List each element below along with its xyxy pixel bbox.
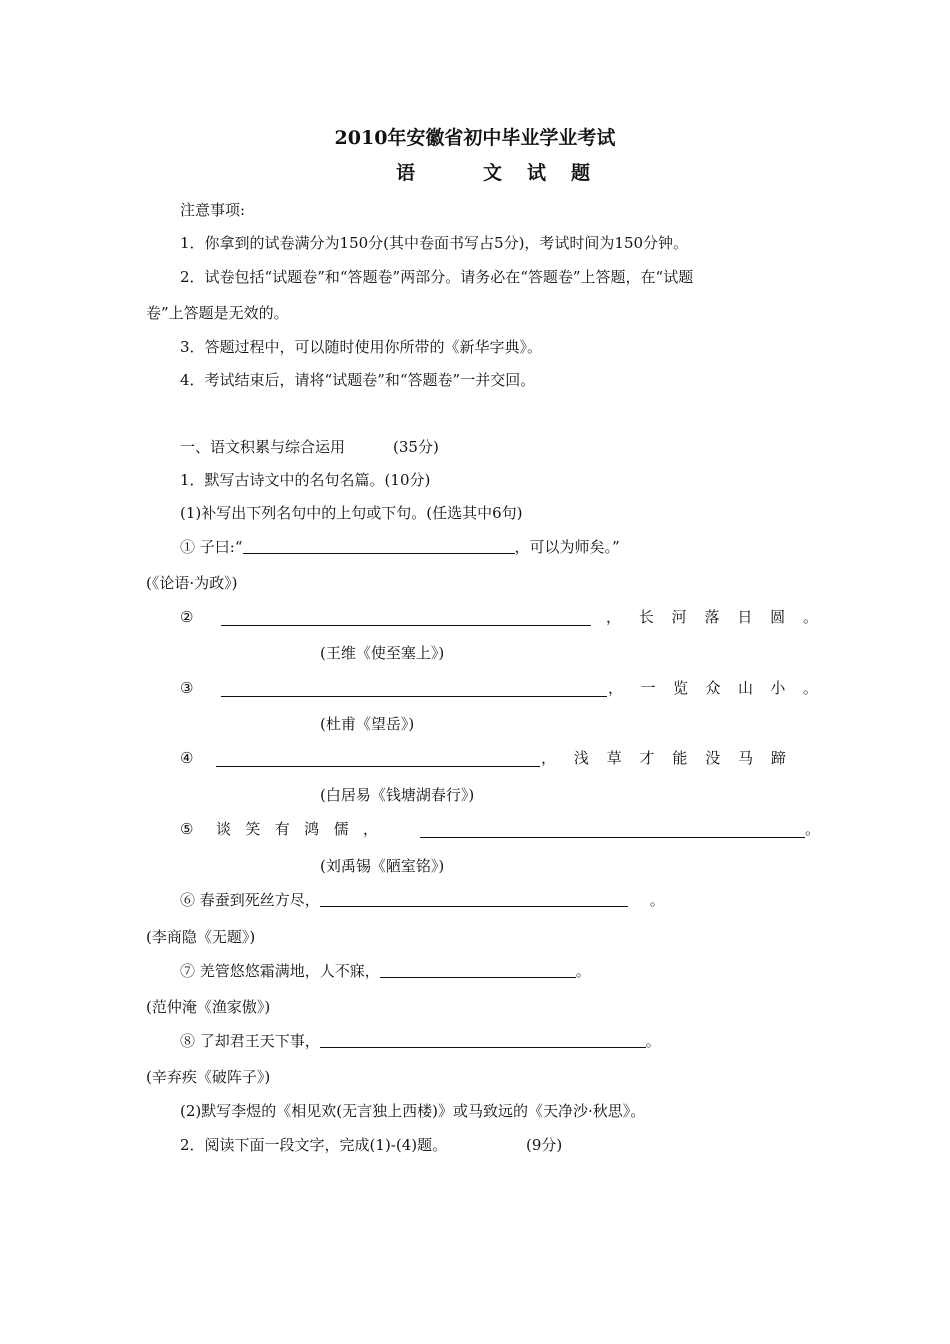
line-4-char: 浅 bbox=[573, 749, 589, 767]
section-heading: 一、语文积累与综合运用 bbox=[180, 438, 346, 456]
fill-line-6-prefix: ⑥ 春蚕到死丝方尽， bbox=[180, 891, 320, 909]
answer-blank-7[interactable] bbox=[380, 961, 576, 978]
fill-line-8 bbox=[180, 1031, 661, 1051]
source-3: (杜甫《望岳》) bbox=[320, 715, 415, 733]
line-3-char: 。 bbox=[802, 679, 818, 697]
notice-item-2-cont: 卷”上答题是无效的。 bbox=[146, 304, 289, 322]
line-3-char: 览 bbox=[672, 679, 688, 697]
line-4-char: 蹄 bbox=[770, 749, 786, 767]
line-5-char: 儒 bbox=[333, 820, 349, 838]
subject-char-2: 文 bbox=[483, 162, 503, 184]
line-5-text bbox=[216, 819, 378, 839]
line-4-char: 马 bbox=[738, 749, 754, 767]
answer-blank-6[interactable] bbox=[320, 890, 628, 907]
line-4-number: ④ bbox=[180, 749, 194, 767]
line-4-char: 没 bbox=[705, 749, 721, 767]
answer-blank-1[interactable] bbox=[243, 537, 515, 554]
subject-char-4: 题 bbox=[571, 162, 591, 184]
fill-line-7-prefix: ⑦ 羌管悠悠霜满地，人不寐， bbox=[180, 962, 380, 980]
answer-blank-8[interactable] bbox=[320, 1031, 646, 1048]
fill-line-6 bbox=[180, 890, 665, 910]
line-5-end: 。 bbox=[805, 820, 821, 838]
notice-item-3: 3．答题过程中，可以随时使用你所带的《新华字典》。 bbox=[180, 338, 543, 356]
line-3-char: 众 bbox=[705, 679, 721, 697]
question-1-part-1: (1)补写出下列名句中的上句或下句。(任选其中6句) bbox=[180, 504, 523, 522]
line-5-char: ， bbox=[362, 820, 378, 838]
line-4-char: 才 bbox=[639, 749, 655, 767]
subject-char-1: 语 bbox=[396, 162, 416, 184]
line-3-char: 小 bbox=[770, 679, 786, 697]
question-2-stem: 2．阅读下面一段文字，完成(1)-(4)题。 bbox=[180, 1136, 448, 1154]
line-2-text bbox=[606, 607, 818, 627]
notice-item-1: 1．你拿到的试卷满分为150分(其中卷面书写占5分)，考试时间为150分钟。 bbox=[180, 234, 689, 252]
source-6: (李商隐《无题》) bbox=[146, 928, 256, 946]
line-3-char: 山 bbox=[737, 679, 753, 697]
notice-heading: 注意事项: bbox=[180, 201, 246, 219]
answer-blank-3[interactable] bbox=[221, 680, 607, 697]
question-2-score: (9分) bbox=[526, 1136, 563, 1154]
fill-line-1-suffix: ，可以为师矣。” bbox=[514, 538, 620, 556]
line-3-number: ③ bbox=[180, 679, 194, 697]
line-3-char: ， bbox=[608, 679, 624, 697]
line-2-number: ② bbox=[180, 608, 194, 626]
line-4-char: 草 bbox=[606, 749, 622, 767]
line-2-char: 日 bbox=[737, 608, 753, 626]
exam-title: 2010年安徽省初中毕业学业考试 bbox=[334, 127, 616, 149]
source-8: (辛弃疾《破阵子》) bbox=[146, 1068, 271, 1086]
fill-line-7 bbox=[180, 961, 591, 981]
answer-blank-4[interactable] bbox=[216, 750, 540, 767]
notice-item-4: 4．考试结束后，请将“试题卷”和“答题卷”一并交回。 bbox=[180, 371, 536, 389]
line-3-text bbox=[608, 678, 818, 698]
line-2-char: ， bbox=[606, 608, 622, 626]
fill-line-7-end: 。 bbox=[575, 962, 591, 980]
question-1-stem: 1．默写古诗文中的名句名篇。(10分) bbox=[180, 471, 431, 489]
answer-blank-2[interactable] bbox=[221, 609, 591, 626]
subject-char-3: 试 bbox=[527, 162, 547, 184]
line-2-char: 落 bbox=[704, 608, 720, 626]
source-2: (王维《使至塞上》) bbox=[320, 644, 445, 662]
line-5-char: 鸿 bbox=[304, 820, 320, 838]
fill-line-8-prefix: ⑧ 了却君王天下事， bbox=[180, 1032, 320, 1050]
line-2-char: 长 bbox=[638, 608, 654, 626]
question-1-part-2: (2)默写李煜的《相见欢(无言独上西楼)》或马致远的《天净沙·秋思》。 bbox=[180, 1102, 646, 1120]
line-5-char: 笑 bbox=[245, 820, 261, 838]
fill-line-8-end: 。 bbox=[645, 1032, 661, 1050]
line-4-char: ， bbox=[541, 749, 557, 767]
line-4-char: 能 bbox=[672, 749, 688, 767]
line-3-char: 一 bbox=[640, 679, 656, 697]
line-2-char: 河 bbox=[671, 608, 687, 626]
line-5-char: 谈 bbox=[216, 820, 232, 838]
fill-line-1-prefix: ① 子曰:“ bbox=[180, 538, 243, 556]
fill-line-1 bbox=[180, 537, 620, 557]
line-5-number: ⑤ bbox=[180, 820, 194, 838]
line-4-text bbox=[541, 748, 786, 768]
source-1: (《论语·为政》) bbox=[146, 574, 238, 592]
source-5: (刘禹锡《陋室铭》) bbox=[320, 857, 445, 875]
line-5-char: 有 bbox=[274, 820, 290, 838]
line-2-char: 。 bbox=[802, 608, 818, 626]
source-7: (范仲淹《渔家傲》) bbox=[146, 998, 271, 1016]
source-4: (白居易《钱塘湖春行》) bbox=[320, 786, 475, 804]
notice-item-2: 2．试卷包括“试题卷”和“答题卷”两部分。请务必在“答题卷”上答题，在“试题 bbox=[180, 268, 694, 286]
answer-blank-5[interactable] bbox=[420, 821, 805, 838]
line-2-char: 圆 bbox=[770, 608, 786, 626]
section-score: (35分) bbox=[393, 438, 439, 456]
fill-line-6-end: 。 bbox=[649, 891, 665, 909]
